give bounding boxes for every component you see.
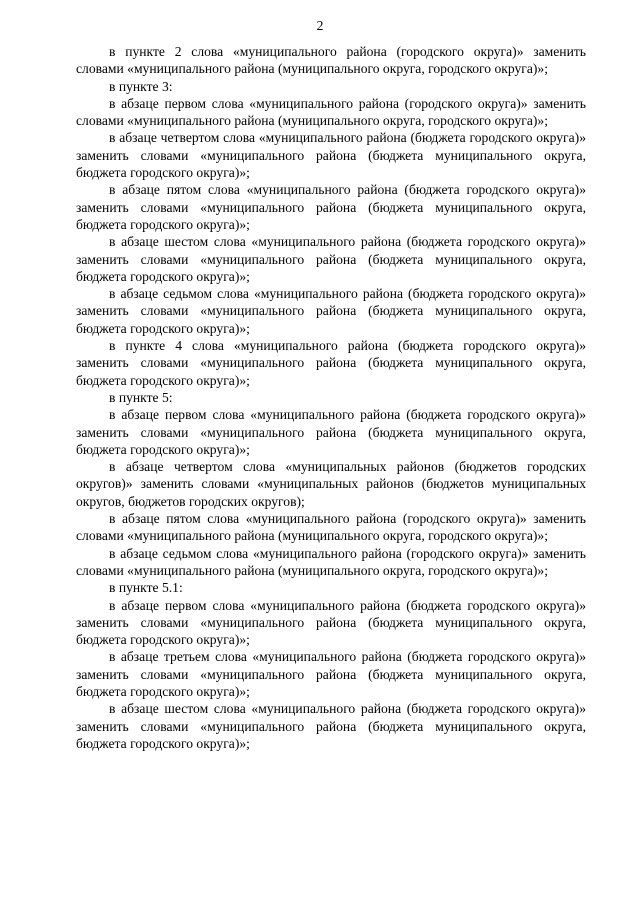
paragraph: в абзаце седьмом слова «муниципального района (городского округа)» заменить словами «муниципального района (муниципального округа, городского округа)»; [76, 545, 586, 578]
paragraph: в абзаце пятом слова «муниципального района (городского округа)» заменить словами «муниципального района (муниципального округа, городского округа)»; [76, 511, 586, 544]
paragraph: в абзаце третьем слова «муниципального района (бюджета городского округа)» заменить словами «муниципального района (бюджета муниципального округа, бюджета городского округа)»; [76, 649, 586, 699]
paragraph: в абзаце первом слова «муниципального района (бюджета городского округа)» заменить словами «муниципального района (бюджета муниципального округа, бюджета городского округа)»; [76, 597, 586, 648]
paragraph: в абзаце седьмом слова «муниципального района (бюджета городского округа)» заменить словами «муниципального района (бюджета муниципального округа, бюджета городского округа)»; [76, 286, 586, 336]
page-number: 2 [316, 18, 324, 33]
paragraph: в абзаце четвертом слова «муниципального района (бюджета городского округа)» заменить словами «муниципального района (бюджета муниципального округа, бюджета городского округа)»; [76, 130, 586, 181]
paragraph: в абзаце пятом слова «муниципального района (бюджета городского округа)» заменить словами «муниципального района (бюджета муниципального округа, бюджета городского округа)»; [76, 182, 586, 232]
paragraph: в пункте 3: [109, 78, 173, 94]
paragraph: в абзаце шестом слова «муниципального района (бюджета городского округа)» заменить словами «муниципального района (бюджета муниципального округа, бюджета городского округа)»; [76, 701, 586, 751]
document-body [76, 43, 586, 752]
paragraph: в абзаце первом слова «муниципального района (бюджета городского округа)» заменить словами «муниципального района (бюджета муниципального округа, бюджета городского округа)»; [76, 407, 586, 457]
paragraph: в пункте 2 слова «муниципального района (городского округа)» заменить словами «муниципального района (муниципального округа, городского округа)»; [76, 44, 586, 77]
paragraph: в пункте 4 слова «муниципального района (бюджета городского округа)» заменить словами «муниципального района (бюджета муниципального округа, бюджета городского округа)»; [76, 338, 586, 388]
paragraph: в пункте 5: [109, 389, 173, 405]
paragraph: в пункте 5.1: [109, 580, 183, 596]
paragraph: в абзаце четвертом слова «муниципальных районов (бюджетов городских округов)» заменить словами «муниципальных районов (бюджетов муниципальных округов, бюджетов городских округов); [76, 459, 586, 509]
paragraph: в абзаце шестом слова «муниципального района (бюджета городского округа)» заменить словами «муниципального района (бюджета муниципального округа, бюджета городского округа)»; [76, 234, 586, 284]
paragraph: в абзаце первом слова «муниципального района (городского округа)» заменить словами «муниципального района (муниципального округа, городского округа)»; [76, 95, 586, 129]
